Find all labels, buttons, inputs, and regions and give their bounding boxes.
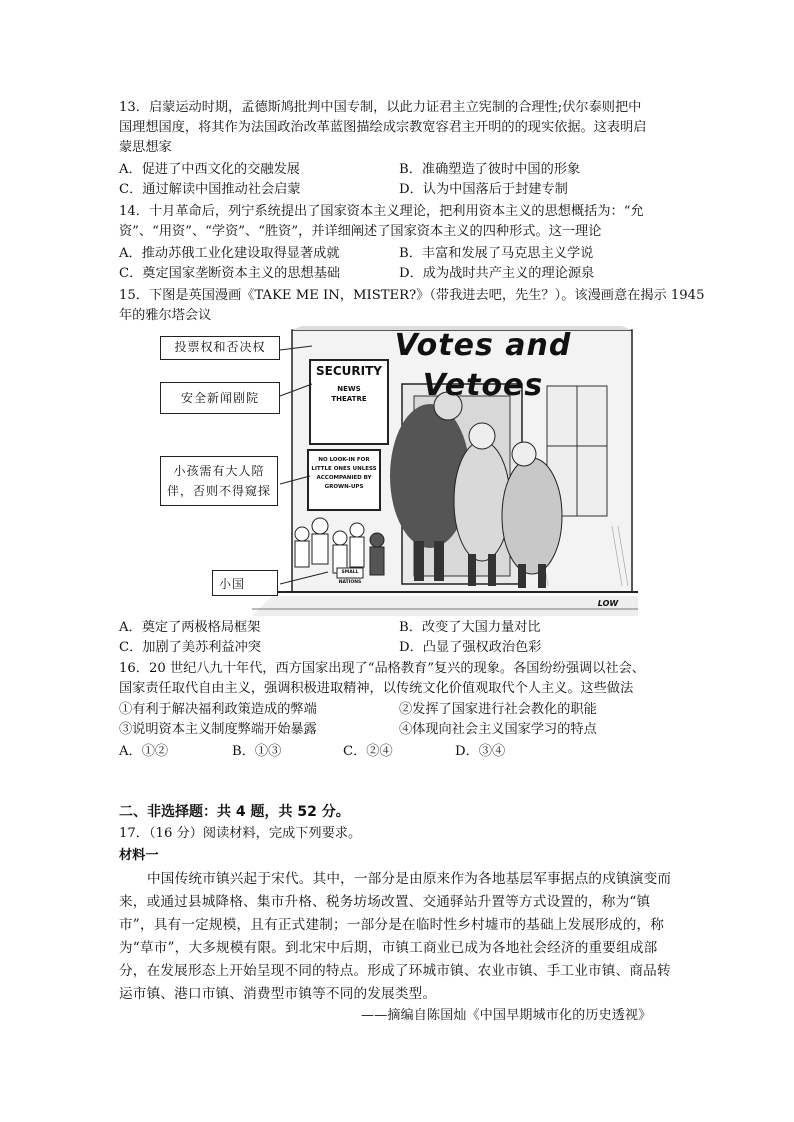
q16-item-1: ①有利于解决福利政策造成的弊端 bbox=[119, 702, 317, 717]
q15-line-2: 年的雅尔塔会议 bbox=[119, 308, 212, 323]
q16-item-4: ④体现向社会主义国家学习的特点 bbox=[399, 722, 597, 737]
q15-option-a: A．奠定了两极格局框架 bbox=[119, 620, 261, 635]
q14-line-2: 资”、“用资”、“学资”、“胜资”，并详细阐述了国家资本主义的四种形式。这一理论 bbox=[119, 224, 602, 239]
sign-theatre: THEATRE bbox=[331, 395, 367, 403]
q15-line-1: 15．下图是英国漫画《TAKE ME IN，MISTER?》（带我进去吧，先生？）。该漫画意在揭示 1945 bbox=[119, 288, 705, 303]
material-line-4: 为“草市”，大多规模有限。到北宋中后期，市镇工商业已成为各地社会经济的重要组成部 bbox=[119, 940, 658, 956]
q15-option-d: D．凸显了强权政治色彩 bbox=[399, 640, 542, 655]
material-source: ——摘编自陈国灿《中国早期城市化的历史透视》 bbox=[361, 1008, 652, 1023]
notice-line-1: NO LOOK-IN FOR bbox=[318, 457, 370, 463]
section-heading: 二、非选择题：共 4 题，共 52 分。 bbox=[119, 804, 350, 820]
q16-option-c: C．②④ bbox=[343, 744, 393, 759]
material-line-1: 中国传统市镇兴起于宋代。其中，一部分是由原来作为各地基层军事据点的戍镇演变而 bbox=[147, 871, 672, 887]
label-notice-line-1: 小孩需有大人陪 bbox=[173, 464, 265, 478]
label-votes-vetoes: 投票权和否决权 bbox=[160, 336, 280, 360]
q13-option-d: D．认为中国落后于封建专制 bbox=[399, 182, 568, 197]
label-notice bbox=[160, 456, 278, 506]
cartoon-figure bbox=[152, 326, 638, 616]
q13-line-3: 蒙思想家 bbox=[119, 140, 172, 155]
cartoon-banner: Votes and Vetoes bbox=[394, 328, 572, 403]
sign-news: NEWS bbox=[337, 385, 361, 393]
q16-item-2: ②发挥了国家进行社会教化的职能 bbox=[399, 702, 597, 717]
q16-option-a: A．①② bbox=[119, 744, 169, 759]
small-nations-tag: SMALL NATIONS bbox=[338, 570, 362, 585]
material-line-5: 分，在发展形态上开始呈现不同的特点。形成了环城市镇、农业市镇、手工业市镇、商品转 bbox=[119, 963, 671, 979]
q14-line-1: 14．十月革命后，列宁系统提出了国家资本主义理论，把利用资本主义的思想概括为：“允 bbox=[119, 204, 644, 219]
sign-security: SECURITY bbox=[316, 364, 382, 378]
q13-line-2: 国理想国度，将其作为法国政治改革蓝图描绘成宗教宽容君主开明的的现实依据。这表明启 bbox=[119, 120, 647, 135]
q16-item-3: ③说明资本主义制度弊端开始暴露 bbox=[119, 722, 317, 737]
q17-prompt: 17．（16 分）阅读材料，完成下列要求。 bbox=[119, 826, 362, 841]
notice-line-4: GROWN-UPS bbox=[324, 484, 364, 490]
material-label: 材料一 bbox=[119, 848, 159, 863]
q15-option-b: B．改变了大国力量对比 bbox=[399, 620, 541, 635]
q16-option-d: D．③④ bbox=[455, 744, 506, 759]
notice-line-3: ACCOMPANIED BY bbox=[316, 475, 372, 481]
q16-line-1: 16．20 世纪八九十年代，西方国家出现了“品格教育”复兴的现象。各国纷纷强调以社会、 bbox=[119, 661, 645, 676]
q13-option-a: A．促进了中西文化的交融发展 bbox=[119, 162, 300, 177]
q14-option-b: B．丰富和发展了马克思主义学说 bbox=[399, 246, 594, 261]
q15-option-c: C．加剧了美苏利益冲突 bbox=[119, 640, 261, 655]
label-security-theatre: 安全新闻剧院 bbox=[160, 382, 280, 414]
notice-line-2: LITTLE ONES UNLESS bbox=[311, 466, 377, 472]
material-line-2: 来，或通过县城降格、集市升格、税务坊场改置、交通驿站升置等方式设置的，称为“镇 bbox=[119, 894, 651, 910]
cartoon-signature: LOW bbox=[597, 599, 619, 608]
material-line-3: 市”，具有一定规模，且有正式建制；一部分是在临时性乡村墟市的基础上发展形成的，称 bbox=[119, 917, 665, 933]
q16-line-2: 国家责任取代自由主义，强调积极进取精神，以传统文化价值观取代个人主义。这些做法 bbox=[119, 681, 634, 696]
q13-option-c: C．通过解读中国推动社会启蒙 bbox=[119, 182, 301, 197]
material-line-6: 运市镇、港口市镇、消费型市镇等不同的发展类型。 bbox=[119, 986, 437, 1002]
q13-option-b: B．准确塑造了彼时中国的形象 bbox=[399, 162, 581, 177]
q16-option-b: B．①③ bbox=[232, 744, 282, 759]
label-notice-line-2: 伴，否则不得窥探 bbox=[166, 484, 271, 498]
q14-option-c: C．奠定国家垄断资本主义的思想基础 bbox=[119, 266, 341, 281]
q14-option-d: D．成为战时共产主义的理论源泉 bbox=[399, 266, 595, 281]
q13-line-1: 13．启蒙运动时期，孟德斯鸠批判中国专制，以此力证君主立宪制的合理性;伏尔泰则把中 bbox=[119, 100, 642, 115]
q14-option-a: A．推动苏俄工业化建设取得显著成就 bbox=[119, 246, 340, 261]
label-small-nations: 小国 bbox=[212, 570, 278, 596]
